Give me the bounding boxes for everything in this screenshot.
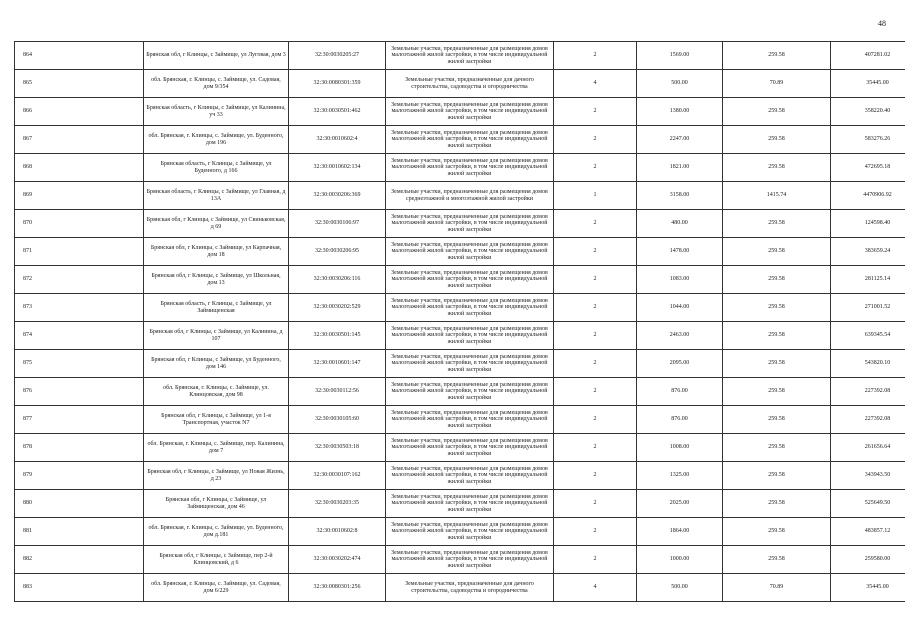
area-cell: 2095.00	[637, 350, 723, 378]
row-number-cell: 876	[15, 378, 144, 406]
row-number-cell: 882	[15, 546, 144, 574]
category-cell: 2	[554, 518, 637, 546]
rate-cell: 259.58	[723, 294, 831, 322]
table-row	[15, 42, 905, 70]
table-row	[15, 322, 905, 350]
rate-cell: 259.58	[723, 490, 831, 518]
address-cell: обл. Брянская, г. Клинцы, с. Займище, ул. Клинцовская, дом 98	[144, 378, 289, 406]
address-cell: обл. Брянская, г. Клинцы, с. Займище, ул. Буденного, дом д.181	[144, 518, 289, 546]
rate-cell: 259.58	[723, 378, 831, 406]
table-row	[15, 546, 905, 574]
table-row	[15, 154, 905, 182]
cadastral-number-cell: 32:30:0080301:359	[289, 70, 386, 98]
area-cell: 1380.00	[637, 98, 723, 126]
area-cell: 1008.00	[637, 434, 723, 462]
rate-cell: 259.58	[723, 462, 831, 490]
cadastral-number-cell: 32:30:0030501:462	[289, 98, 386, 126]
area-cell: 1083.00	[637, 266, 723, 294]
land-use-cell: Земельные участки, предназначенные для размещения домов малоэтажной жилой застройки, в том числе индивидуальной жилой застройки	[386, 350, 554, 378]
row-number-cell: 872	[15, 266, 144, 294]
row-number-cell: 878	[15, 434, 144, 462]
row-number-cell: 883	[15, 574, 144, 602]
table-row	[15, 434, 905, 462]
land-use-cell: Земельные участки, предназначенные для размещения домов малоэтажной жилой застройки, в том числе индивидуальной жилой застройки	[386, 322, 554, 350]
area-cell: 1478.00	[637, 238, 723, 266]
row-number-cell: 881	[15, 518, 144, 546]
address-cell: Брянская обл, г Клинцы, с Займище, ул Луговая, дом 3	[144, 42, 289, 70]
rate-cell: 259.58	[723, 406, 831, 434]
address-cell: Брянская обл, г Клинцы, с Займище, ул 1-я Транспортная, участок N7	[144, 406, 289, 434]
cadastral-value-cell: 472695.18	[831, 154, 905, 182]
table-row	[15, 70, 905, 98]
category-cell: 2	[554, 322, 637, 350]
address-cell: Брянская обл, г Клинцы, с Займище, ул Свиньковская, д 69	[144, 210, 289, 238]
category-cell: 2	[554, 210, 637, 238]
cadastral-number-cell: 32:30:0030203:35	[289, 490, 386, 518]
row-number-cell: 866	[15, 98, 144, 126]
table-row	[15, 126, 905, 154]
rate-cell: 1415.74	[723, 182, 831, 210]
cadastral-number-cell: 32:30:0030206:95	[289, 238, 386, 266]
land-use-cell: Земельные участки, предназначенные для размещения домов малоэтажной жилой застройки, в том числе индивидуальной жилой застройки	[386, 154, 554, 182]
land-registry-table	[14, 41, 905, 602]
cadastral-number-cell: 32:30:0010602:8	[289, 518, 386, 546]
category-cell: 4	[554, 70, 637, 98]
area-cell: 480.00	[637, 210, 723, 238]
category-cell: 2	[554, 434, 637, 462]
rate-cell: 259.58	[723, 210, 831, 238]
land-use-cell: Земельные участки, предназначенные для размещения домов малоэтажной жилой застройки, в том числе индивидуальной жилой застройки	[386, 490, 554, 518]
category-cell: 2	[554, 238, 637, 266]
category-cell: 2	[554, 462, 637, 490]
land-use-cell: Земельные участки, предназначенные для дачного строительства, садоводства и огородничества	[386, 70, 554, 98]
table-row	[15, 294, 905, 322]
area-cell: 876.00	[637, 406, 723, 434]
category-cell: 2	[554, 378, 637, 406]
category-cell: 2	[554, 154, 637, 182]
address-cell: Брянская область, г Клинцы, с Займище, ул Буденного, д 166	[144, 154, 289, 182]
rate-cell: 259.58	[723, 154, 831, 182]
cadastral-number-cell: 32:30:0030206:369	[289, 182, 386, 210]
address-cell: Брянская область, г Клинцы, с Займище, ул Калинина, уч 33	[144, 98, 289, 126]
table-row	[15, 490, 905, 518]
table-row	[15, 98, 905, 126]
land-use-cell: Земельные участки, предназначенные для размещения домов среднеэтажной и многоэтажной жилой застройки	[386, 182, 554, 210]
page-number: 48	[878, 19, 886, 28]
category-cell: 2	[554, 406, 637, 434]
land-use-cell: Земельные участки, предназначенные для размещения домов малоэтажной жилой застройки, в том числе индивидуальной жилой застройки	[386, 126, 554, 154]
land-use-cell: Земельные участки, предназначенные для размещения домов малоэтажной жилой застройки, в том числе индивидуальной жилой застройки	[386, 42, 554, 70]
rate-cell: 70.89	[723, 574, 831, 602]
row-number-cell: 879	[15, 462, 144, 490]
cadastral-value-cell: 525649.50	[831, 490, 905, 518]
land-use-cell: Земельные участки, предназначенные для размещения домов малоэтажной жилой застройки, в том числе индивидуальной жилой застройки	[386, 518, 554, 546]
address-cell: Брянская обл, г Клинцы, с Займище, ул Займищенская, дом 46	[144, 490, 289, 518]
address-cell: Брянская обл, г Клинцы, с Займище, ул Калинина, д 107	[144, 322, 289, 350]
cadastral-number-cell: 32:30:0080301:256	[289, 574, 386, 602]
table-body	[15, 42, 905, 602]
cadastral-value-cell: 358220.40	[831, 98, 905, 126]
cadastral-value-cell: 281125.14	[831, 266, 905, 294]
category-cell: 2	[554, 266, 637, 294]
row-number-cell: 865	[15, 70, 144, 98]
table-row	[15, 350, 905, 378]
area-cell: 500.00	[637, 70, 723, 98]
table-row	[15, 574, 905, 602]
category-cell: 2	[554, 546, 637, 574]
row-number-cell: 868	[15, 154, 144, 182]
cadastral-value-cell: 383659.24	[831, 238, 905, 266]
category-cell: 2	[554, 294, 637, 322]
table-row	[15, 238, 905, 266]
cadastral-number-cell: 32:30:0010602:4	[289, 126, 386, 154]
cadastral-value-cell: 639345.54	[831, 322, 905, 350]
address-cell: обл. Брянская, г. Клинцы, с. Займище, пер. Калинина, дом 7	[144, 434, 289, 462]
row-number-cell: 869	[15, 182, 144, 210]
rate-cell: 259.58	[723, 42, 831, 70]
land-use-cell: Земельные участки, предназначенные для размещения домов малоэтажной жилой застройки, в том числе индивидуальной жилой застройки	[386, 378, 554, 406]
cadastral-value-cell: 271001.52	[831, 294, 905, 322]
table-row	[15, 210, 905, 238]
address-cell: обл. Брянская, г. Клинцы, с. Займище, ул. Садовая, дом 9/354	[144, 70, 289, 98]
rate-cell: 259.58	[723, 98, 831, 126]
land-use-cell: Земельные участки, предназначенные для размещения домов малоэтажной жилой застройки, в том числе индивидуальной жилой застройки	[386, 462, 554, 490]
row-number-cell: 871	[15, 238, 144, 266]
category-cell: 1	[554, 182, 637, 210]
land-use-cell: Земельные участки, предназначенные для размещения домов малоэтажной жилой застройки, в том числе индивидуальной жилой застройки	[386, 546, 554, 574]
cadastral-value-cell: 4470906.92	[831, 182, 905, 210]
land-use-cell: Земельные участки, предназначенные для дачного строительства, садоводства и огородничества	[386, 574, 554, 602]
address-cell: Брянская обл, г Клинцы, с Займище, пер 2-й Клинцовский, д 6	[144, 546, 289, 574]
table-row	[15, 378, 905, 406]
category-cell: 2	[554, 490, 637, 518]
land-use-cell: Земельные участки, предназначенные для размещения домов малоэтажной жилой застройки, в том числе индивидуальной жилой застройки	[386, 266, 554, 294]
cadastral-number-cell: 32:30:0030202:474	[289, 546, 386, 574]
area-cell: 2247.00	[637, 126, 723, 154]
cadastral-number-cell: 32:30:0030105:60	[289, 406, 386, 434]
cadastral-number-cell: 32:30:0030205:27	[289, 42, 386, 70]
area-cell: 1325.00	[637, 462, 723, 490]
cadastral-number-cell: 32:30:0030206:116	[289, 266, 386, 294]
cadastral-number-cell: 32:30:0030202:529	[289, 294, 386, 322]
table-row	[15, 406, 905, 434]
row-number-cell: 873	[15, 294, 144, 322]
cadastral-number-cell: 32:30:0030503:18	[289, 434, 386, 462]
address-cell: обл. Брянская, г. Клинцы, с. Займище, ул. Садовая, дом 6/229	[144, 574, 289, 602]
rate-cell: 259.58	[723, 266, 831, 294]
table-row	[15, 462, 905, 490]
land-use-cell: Земельные участки, предназначенные для размещения домов малоэтажной жилой застройки, в том числе индивидуальной жилой застройки	[386, 210, 554, 238]
cadastral-number-cell: 32:30:0010602:134	[289, 154, 386, 182]
rate-cell: 259.58	[723, 434, 831, 462]
cadastral-value-cell: 35445.00	[831, 70, 905, 98]
land-use-cell: Земельные участки, предназначенные для размещения домов малоэтажной жилой застройки, в том числе индивидуальной жилой застройки	[386, 294, 554, 322]
row-number-cell: 874	[15, 322, 144, 350]
category-cell: 2	[554, 42, 637, 70]
area-cell: 1000.00	[637, 546, 723, 574]
cadastral-value-cell: 259580.00	[831, 546, 905, 574]
rate-cell: 259.58	[723, 126, 831, 154]
address-cell: Брянская область, г Клинцы, с Займище, ул Главная, д 13А	[144, 182, 289, 210]
cadastral-value-cell: 35445.00	[831, 574, 905, 602]
land-use-cell: Земельные участки, предназначенные для размещения домов малоэтажной жилой застройки, в том числе индивидуальной жилой застройки	[386, 434, 554, 462]
row-number-cell: 875	[15, 350, 144, 378]
rate-cell: 70.89	[723, 70, 831, 98]
area-cell: 1864.00	[637, 518, 723, 546]
cadastral-number-cell: 32:30:0030107:162	[289, 462, 386, 490]
address-cell: Брянская обл, г Клинцы, с Займище, ул Карпачная, дом 18	[144, 238, 289, 266]
rate-cell: 259.58	[723, 546, 831, 574]
rate-cell: 259.58	[723, 238, 831, 266]
cadastral-value-cell: 483857.12	[831, 518, 905, 546]
area-cell: 1569.00	[637, 42, 723, 70]
category-cell: 2	[554, 350, 637, 378]
cadastral-number-cell: 32:30:0030112:56	[289, 378, 386, 406]
rate-cell: 259.58	[723, 350, 831, 378]
row-number-cell: 880	[15, 490, 144, 518]
cadastral-number-cell: 32:30:0030501:145	[289, 322, 386, 350]
land-use-cell: Земельные участки, предназначенные для размещения домов малоэтажной жилой застройки, в том числе индивидуальной жилой застройки	[386, 98, 554, 126]
table-row	[15, 266, 905, 294]
address-cell: Брянская обл, г Клинцы, с Займище, ул Новая Жизнь, д 23	[144, 462, 289, 490]
area-cell: 2025.00	[637, 490, 723, 518]
row-number-cell: 870	[15, 210, 144, 238]
address-cell: Брянская обл, г Клинцы, с Займище, ул Школьная, дом 13	[144, 266, 289, 294]
area-cell: 1044.00	[637, 294, 723, 322]
cadastral-value-cell: 583276.26	[831, 126, 905, 154]
address-cell: Брянская область, г Клинцы, с Займище, ул Займищенская	[144, 294, 289, 322]
category-cell: 2	[554, 126, 637, 154]
cadastral-value-cell: 124598.40	[831, 210, 905, 238]
row-number-cell: 877	[15, 406, 144, 434]
land-use-cell: Земельные участки, предназначенные для размещения домов малоэтажной жилой застройки, в том числе индивидуальной жилой застройки	[386, 238, 554, 266]
category-cell: 4	[554, 574, 637, 602]
category-cell: 2	[554, 98, 637, 126]
area-cell: 876.00	[637, 378, 723, 406]
cadastral-value-cell: 261656.64	[831, 434, 905, 462]
table-row	[15, 518, 905, 546]
area-cell: 2463.00	[637, 322, 723, 350]
land-use-cell: Земельные участки, предназначенные для размещения домов малоэтажной жилой застройки, в том числе индивидуальной жилой застройки	[386, 406, 554, 434]
cadastral-value-cell: 543820.10	[831, 350, 905, 378]
rate-cell: 259.58	[723, 518, 831, 546]
area-cell: 1821.00	[637, 154, 723, 182]
cadastral-value-cell: 227392.08	[831, 378, 905, 406]
address-cell: обл. Брянская, г. Клинцы, с. Займище, ул. Буденного, дом 196	[144, 126, 289, 154]
area-cell: 500.00	[637, 574, 723, 602]
cadastral-number-cell: 32:30:0010601:147	[289, 350, 386, 378]
table-row	[15, 182, 905, 210]
row-number-cell: 867	[15, 126, 144, 154]
address-cell: Брянская обл, г Клинцы, с Займище, ул Буденного, дом 146	[144, 350, 289, 378]
cadastral-value-cell: 343943.50	[831, 462, 905, 490]
area-cell: 3158.00	[637, 182, 723, 210]
cadastral-value-cell: 407281.02	[831, 42, 905, 70]
row-number-cell: 864	[15, 42, 144, 70]
cadastral-number-cell: 32:30:0030106:97	[289, 210, 386, 238]
cadastral-value-cell: 227392.08	[831, 406, 905, 434]
rate-cell: 259.58	[723, 322, 831, 350]
